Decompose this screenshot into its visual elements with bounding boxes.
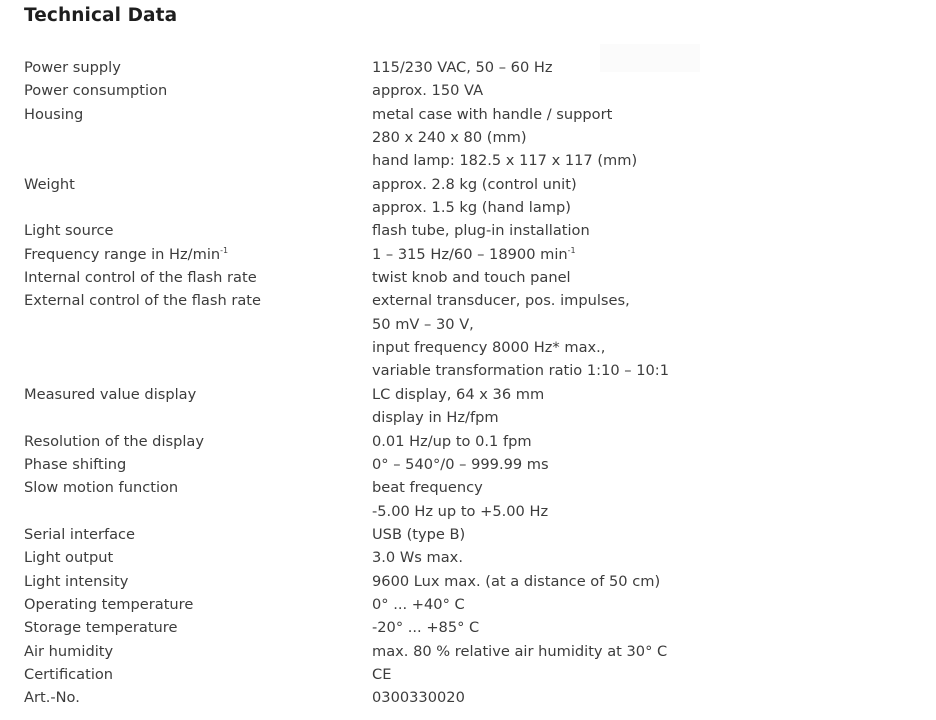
spec-label: Storage temperature: [24, 619, 178, 637]
spec-value: external transducer, pos. impulses,: [372, 292, 630, 310]
spec-value: 0° – 540°/0 – 999.99 ms: [372, 455, 549, 473]
spec-label: Operating temperature: [24, 595, 194, 613]
spec-label: Measured value display: [24, 385, 197, 403]
spec-label: Internal control of the flash rate: [24, 269, 257, 287]
spec-row: [24, 243, 904, 266]
spec-value: approx. 150 VA: [372, 82, 484, 100]
spec-label: Air humidity: [24, 642, 114, 660]
spec-value: LC display, 64 x 36 mm: [372, 385, 545, 403]
spec-value: 115/230 VAC, 50 – 60 Hz: [372, 59, 553, 76]
spec-row: [24, 289, 904, 312]
spec-label: [24, 336, 372, 359]
spec-row: [24, 79, 904, 102]
spec-label: Resolution of the display: [24, 432, 205, 450]
spec-value: 3.0 Ws max.: [372, 549, 463, 567]
spec-value: input frequency 8000 Hz* max.,: [372, 339, 606, 357]
spec-row: [24, 500, 904, 523]
superscript: -1: [220, 245, 229, 255]
spec-label: [24, 149, 372, 172]
spec-row: [24, 149, 904, 172]
spec-value: 280 x 240 x 80 (mm): [372, 129, 527, 147]
spec-value: beat frequency: [372, 479, 483, 497]
spec-value: display in Hz/fpm: [372, 409, 499, 427]
spec-value: variable transformation ratio 1:10 – 10:1: [372, 362, 669, 380]
technical-data-table: [24, 56, 904, 710]
spec-row: [24, 686, 904, 709]
spec-row: [24, 523, 904, 546]
spec-label: Art.-No.: [24, 689, 80, 707]
spec-label: [24, 500, 372, 523]
spec-row: [24, 266, 904, 289]
spec-value: [372, 243, 576, 266]
spec-label: External control of the flash rate: [24, 292, 261, 310]
spec-value: USB (type B): [372, 525, 466, 543]
spec-label: Serial interface: [24, 525, 136, 543]
spec-row: [24, 126, 904, 149]
spec-row: [24, 173, 904, 196]
spec-label: [24, 126, 372, 149]
spec-row: [24, 336, 904, 359]
spec-value: 0° ... +40° C: [372, 595, 465, 613]
spec-label: Power supply: [24, 59, 121, 76]
spec-row: [24, 570, 904, 593]
spec-value: -20° ... +85° C: [372, 619, 480, 637]
spec-row: [24, 593, 904, 616]
spec-row: [24, 640, 904, 663]
spec-value: 9600 Lux max. (at a distance of 50 cm): [372, 572, 661, 590]
spec-row: [24, 406, 904, 429]
spec-label: Phase shifting: [24, 455, 127, 473]
spec-label: Light source: [24, 222, 114, 240]
spec-value: hand lamp: 182.5 x 117 x 117 (mm): [372, 152, 638, 170]
spec-label: [24, 313, 372, 336]
spec-label: Weight: [24, 175, 75, 193]
spec-label: [24, 406, 372, 429]
page-title: Technical Data: [24, 5, 178, 26]
spec-label: Certification: [24, 665, 114, 683]
spec-value: approx. 1.5 kg (hand lamp): [372, 199, 571, 217]
spec-row: [24, 616, 904, 639]
spec-label: Light intensity: [24, 572, 129, 590]
spec-row: [24, 430, 904, 453]
spec-row: [24, 453, 904, 476]
spec-value: metal case with handle / support: [372, 105, 613, 123]
spec-value: twist knob and touch panel: [372, 269, 571, 287]
spec-label: [24, 243, 372, 266]
spec-row: [24, 219, 904, 242]
spec-row: [24, 663, 904, 686]
spec-row: [24, 359, 904, 382]
spec-row: [24, 383, 904, 406]
spec-label: [24, 359, 372, 382]
spec-label: Light output: [24, 549, 114, 567]
spec-value: approx. 2.8 kg (control unit): [372, 175, 577, 193]
spec-value: CE: [372, 665, 392, 683]
spec-value: 50 mV – 30 V,: [372, 315, 474, 333]
spec-label: Power consumption: [24, 82, 168, 100]
spec-row: [24, 476, 904, 499]
spec-label: Housing: [24, 105, 84, 123]
spec-row: [24, 103, 904, 126]
spec-row: [24, 196, 904, 219]
spec-label-text: Frequency range in Hz/min: [24, 245, 221, 263]
spec-label: Slow motion function: [24, 479, 179, 497]
spec-value: flash tube, plug-in installation: [372, 222, 590, 240]
superscript: -1: [567, 245, 576, 255]
spec-value: 0300330020: [372, 689, 465, 707]
spec-label: [24, 196, 372, 219]
spec-row: [24, 313, 904, 336]
spec-row: [24, 56, 904, 79]
spec-row: [24, 546, 904, 569]
spec-value: -5.00 Hz up to +5.00 Hz: [372, 502, 549, 520]
spec-value: 0.01 Hz/up to 0.1 fpm: [372, 432, 532, 450]
spec-value: max. 80 % relative air humidity at 30° C: [372, 642, 668, 660]
spec-value-text: 1 – 315 Hz/60 – 18900 min: [372, 245, 568, 263]
